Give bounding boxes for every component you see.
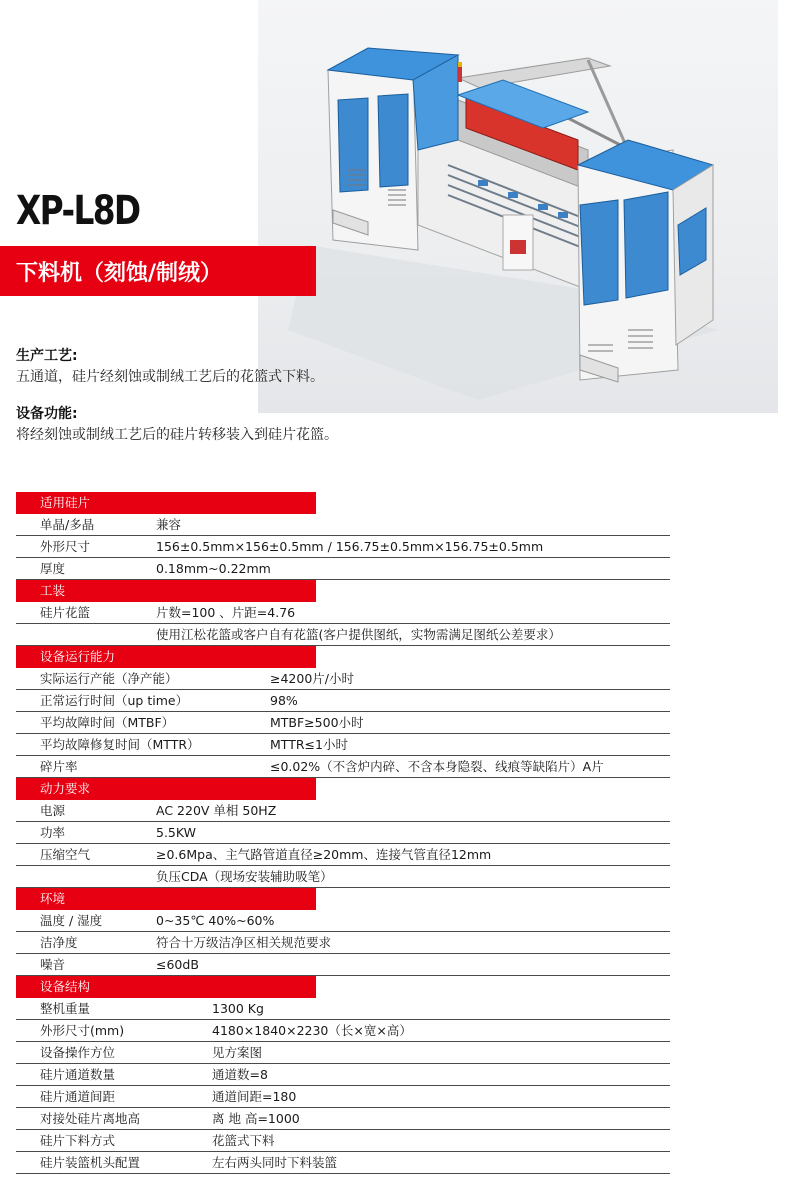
spec-row	[16, 998, 670, 1020]
spec-row	[16, 1086, 670, 1108]
category-header: 环境	[16, 888, 316, 910]
spec-row	[16, 822, 670, 844]
spec-value: 兼容	[156, 517, 182, 532]
spec-row	[16, 1020, 670, 1042]
spec-label: 正常运行时间（up time）	[40, 693, 189, 708]
spec-label: 平均故障时间（MTBF）	[40, 715, 175, 730]
spec-row	[16, 910, 670, 932]
spec-label: 厚度	[40, 561, 66, 576]
process-text: 五通道，硅片经刻蚀或制绒工艺后的花篮式下料。	[16, 369, 324, 385]
function-heading: 设备功能:	[16, 406, 78, 422]
spec-label: 硅片下料方式	[40, 1133, 116, 1148]
spec-label: 硅片装篮机头配置	[40, 1155, 141, 1170]
spec-label: 硅片花篮	[40, 605, 91, 620]
spec-value: ≥4200片/小时	[270, 671, 354, 686]
spec-row	[16, 734, 670, 756]
spec-value: 左右两头同时下料装篮	[212, 1155, 338, 1170]
spec-value: MTTR≤1小时	[270, 737, 348, 752]
spec-value: 0~35℃ 40%~60%	[156, 913, 275, 928]
spec-row	[16, 690, 670, 712]
spec-value: 片数=100 、片距=4.76	[156, 605, 296, 620]
spec-value: 花篮式下料	[212, 1133, 275, 1148]
spec-row	[16, 1064, 670, 1086]
product-title: 下料机（刻蚀/制绒）	[16, 260, 223, 286]
spec-row	[16, 932, 670, 954]
product-model: XP-L8D	[16, 188, 140, 234]
spec-label: 外形尺寸(mm)	[40, 1023, 125, 1038]
category-header: 适用硅片	[16, 492, 316, 514]
spec-label: 温度 / 湿度	[40, 913, 103, 928]
spec-label: 碎片率	[40, 759, 78, 774]
spec-value: 1300 Kg	[212, 1001, 264, 1016]
spec-table	[16, 492, 670, 1174]
spec-row	[16, 756, 670, 778]
spec-label: 实际运行产能（净产能）	[40, 671, 178, 686]
product-title-banner	[0, 246, 316, 296]
spec-value: ≤60dB	[156, 957, 199, 972]
spec-value: 符合十万级洁净区相关规范要求	[156, 935, 332, 950]
spec-row	[16, 800, 670, 822]
spec-value: ≤0.02%（不含炉内碎、不含本身隐裂、线痕等缺陷片）A片	[270, 759, 604, 774]
spec-row	[16, 866, 670, 888]
spec-label: 噪音	[40, 957, 66, 972]
spec-row	[16, 602, 670, 624]
spec-label: 对接处硅片离地高	[40, 1111, 141, 1126]
spec-label: 压缩空气	[40, 847, 91, 862]
spec-value: AC 220V 单相 50HZ	[156, 803, 277, 818]
spec-row	[16, 844, 670, 866]
spec-row	[16, 1042, 670, 1064]
machine-illustration	[258, 0, 778, 413]
spec-row	[16, 558, 670, 580]
spec-label: 整机重量	[40, 1001, 91, 1016]
spec-value: MTBF≥500小时	[270, 715, 364, 730]
category-header: 动力要求	[16, 778, 316, 800]
spec-value: 负压CDA（现场安装辅助吸笔）	[156, 869, 333, 884]
spec-label: 单晶/多晶	[40, 517, 95, 532]
spec-value: 0.18mm~0.22mm	[156, 561, 271, 576]
spec-value: ≥0.6Mpa、主气路管道直径≥20mm、连接气管直径12mm	[156, 847, 492, 862]
spec-label: 电源	[40, 803, 66, 818]
spec-value: 使用江松花篮或客户自有花篮(客户提供图纸，实物需满足图纸公差要求）	[156, 627, 561, 642]
spec-row	[16, 668, 670, 690]
spec-row	[16, 1108, 670, 1130]
spec-label: 外形尺寸	[40, 539, 91, 554]
spec-value: 通道数=8	[212, 1067, 268, 1082]
category-header: 工装	[16, 580, 316, 602]
spec-row	[16, 712, 670, 734]
spec-label: 功率	[40, 825, 66, 840]
spec-value: 4180×1840×2230（长×宽×高）	[212, 1023, 412, 1038]
category-header: 设备结构	[16, 976, 316, 998]
spec-value: 156±0.5mm×156±0.5mm / 156.75±0.5mm×156.75±0.5mm	[156, 539, 544, 554]
spec-label: 平均故障修复时间（MTTR）	[40, 737, 200, 752]
spec-row	[16, 1130, 670, 1152]
category-header: 设备运行能力	[16, 646, 316, 668]
spec-row	[16, 624, 670, 646]
spec-label: 设备操作方位	[40, 1045, 116, 1060]
function-text: 将经刻蚀或制绒工艺后的硅片转移装入到硅片花篮。	[16, 427, 338, 443]
spec-label: 洁净度	[40, 935, 78, 950]
process-heading: 生产工艺:	[16, 348, 78, 364]
spec-row	[16, 1152, 670, 1174]
spec-row	[16, 954, 670, 976]
spec-value: 5.5KW	[156, 825, 196, 840]
spec-value: 通道间距=180	[212, 1089, 297, 1104]
spec-label: 硅片通道间距	[40, 1089, 116, 1104]
spec-value: 见方案图	[212, 1045, 263, 1060]
spec-row	[16, 514, 670, 536]
spec-label: 硅片通道数量	[40, 1067, 116, 1082]
machine-render-icon	[258, 0, 778, 413]
spec-value: 离 地 高=1000	[212, 1111, 300, 1126]
spec-value: 98%	[270, 693, 298, 708]
spec-row	[16, 536, 670, 558]
